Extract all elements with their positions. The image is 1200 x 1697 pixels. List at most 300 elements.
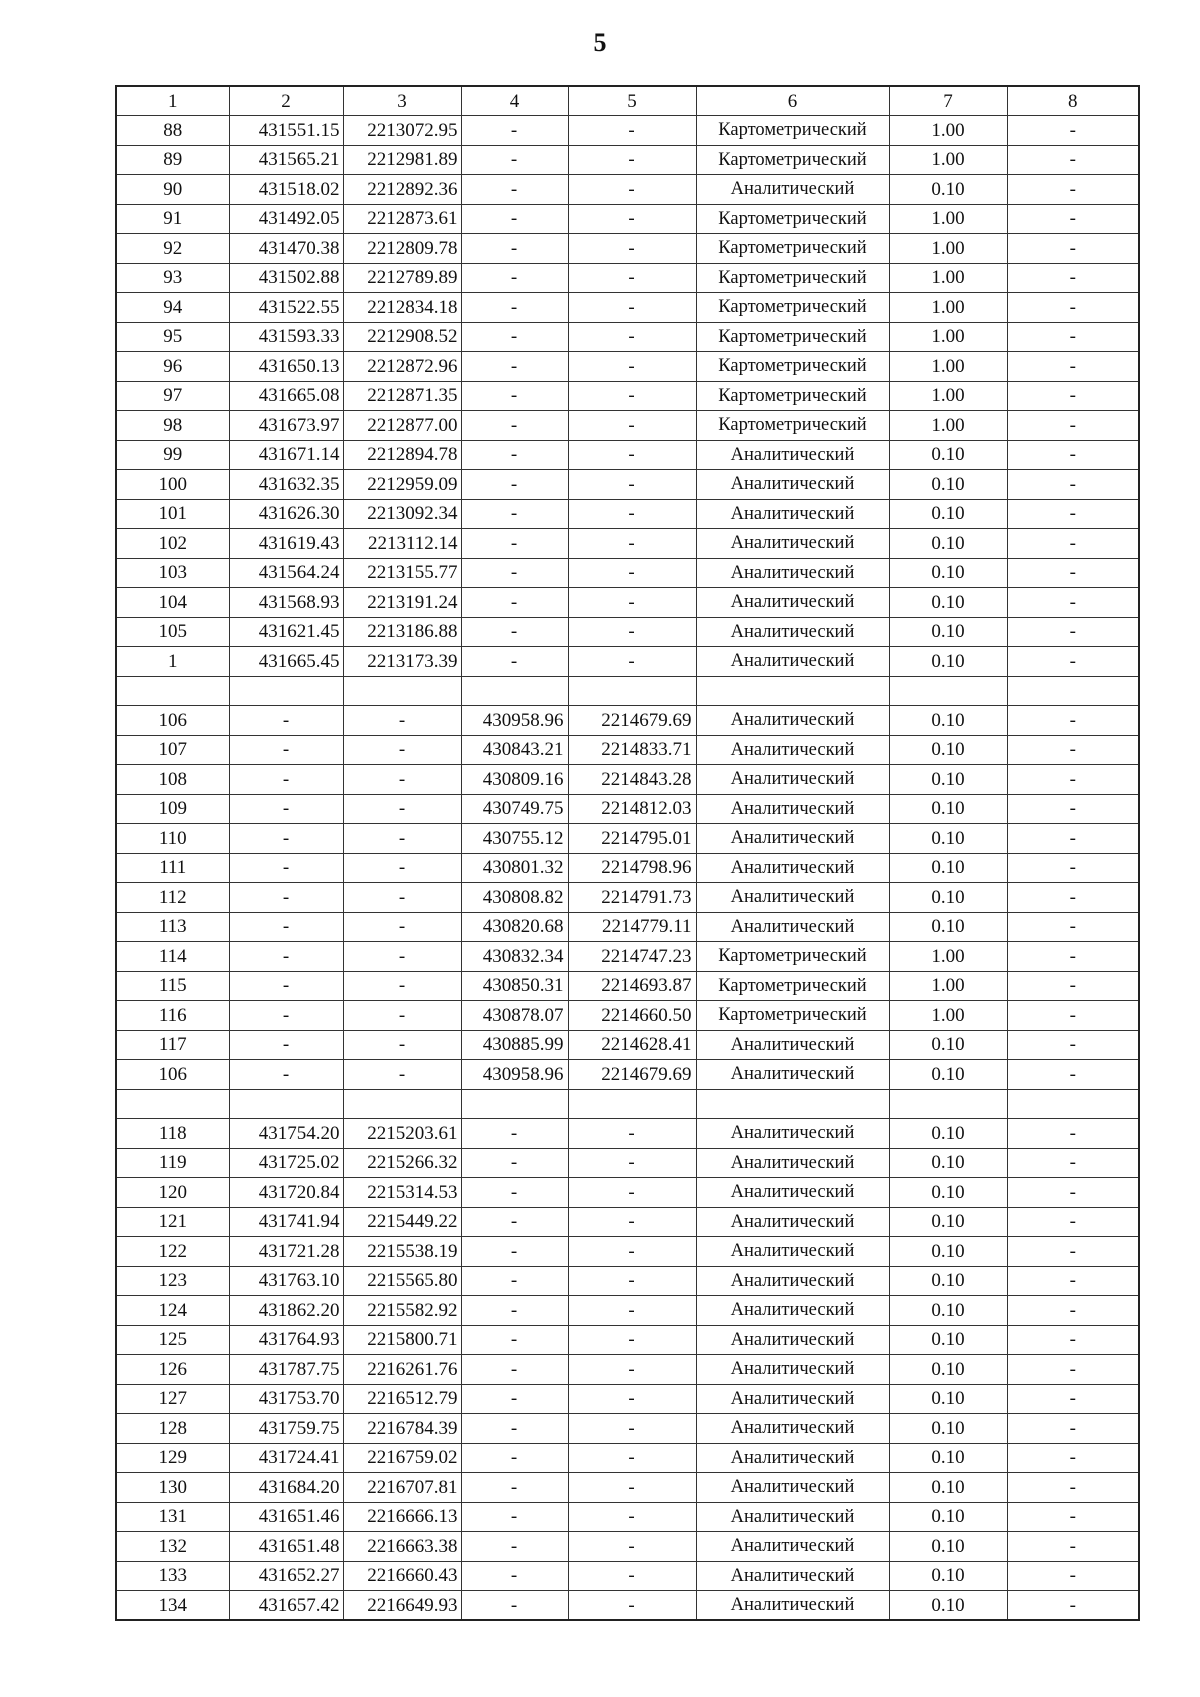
table-cell-col8: - <box>1007 1148 1139 1178</box>
table-cell-col8: - <box>1007 765 1139 795</box>
table-cell-col4: - <box>461 322 568 352</box>
table-cell-col8 <box>1007 1089 1139 1119</box>
table-row <box>116 352 1139 382</box>
table-cell-col7: 1.00 <box>889 204 1007 234</box>
table-cell-col4: - <box>461 1473 568 1503</box>
table-cell-col3: - <box>343 971 461 1001</box>
table-cell-col1: 89 <box>116 145 229 175</box>
table-cell-col4: - <box>461 145 568 175</box>
table-cell-col8: - <box>1007 352 1139 382</box>
table-cell-col3: 2212908.52 <box>343 322 461 352</box>
table-cell-col6: Аналитический <box>696 765 889 795</box>
table-cell-col2: 431564.24 <box>229 558 343 588</box>
table-cell-col7: 0.10 <box>889 824 1007 854</box>
table-cell-col5: - <box>568 1266 696 1296</box>
table-cell-col1: 115 <box>116 971 229 1001</box>
table-cell-col4: - <box>461 352 568 382</box>
table-cell-col8: - <box>1007 1266 1139 1296</box>
table-cell-col8: - <box>1007 175 1139 205</box>
table-cell-col2: 431651.46 <box>229 1502 343 1532</box>
table-row <box>116 1443 1139 1473</box>
table-cell-col3: 2216666.13 <box>343 1502 461 1532</box>
table-cell-col1: 98 <box>116 411 229 441</box>
table-cell-col6: Аналитический <box>696 470 889 500</box>
table-cell-col6: Аналитический <box>696 1532 889 1562</box>
table-cell-col5: 2214843.28 <box>568 765 696 795</box>
table-cell-col3: - <box>343 1060 461 1090</box>
table-cell-col7: 0.10 <box>889 617 1007 647</box>
table-cell-col6: Картометрический <box>696 352 889 382</box>
table-cell-col1: 131 <box>116 1502 229 1532</box>
table-cell-col7: 0.10 <box>889 499 1007 529</box>
table-cell-col5: 2214747.23 <box>568 942 696 972</box>
table-cell-col5: - <box>568 1178 696 1208</box>
table-cell-col6: Аналитический <box>696 1561 889 1591</box>
table-cell-col4: 430809.16 <box>461 765 568 795</box>
table-cell-col1: 91 <box>116 204 229 234</box>
table-cell-col1: 111 <box>116 853 229 883</box>
table-cell-col6: Аналитический <box>696 1207 889 1237</box>
table-cell-col1: 93 <box>116 263 229 293</box>
table-cell-col8: - <box>1007 440 1139 470</box>
table-cell-col8: - <box>1007 1473 1139 1503</box>
table-cell-col7: 0.10 <box>889 1473 1007 1503</box>
table-cell-col5: - <box>568 1414 696 1444</box>
table-cell-col6: Картометрический <box>696 204 889 234</box>
table-row <box>116 1237 1139 1267</box>
table-cell-col2: 431725.02 <box>229 1148 343 1178</box>
table-cell-col4: - <box>461 1237 568 1267</box>
table-row <box>116 1384 1139 1414</box>
table-cell-col5: - <box>568 381 696 411</box>
table-cell-col7: 0.10 <box>889 883 1007 913</box>
table-cell-col3: 2216660.43 <box>343 1561 461 1591</box>
table-cell-col1: 109 <box>116 794 229 824</box>
table-row <box>116 1030 1139 1060</box>
table-cell-col7: 1.00 <box>889 263 1007 293</box>
table-cell-col3: 2216707.81 <box>343 1473 461 1503</box>
table-cell-col1 <box>116 1089 229 1119</box>
table-cell-col3: 2215565.80 <box>343 1266 461 1296</box>
table-cell-col5: - <box>568 1325 696 1355</box>
table-cell-col6: Аналитический <box>696 175 889 205</box>
table-cell-col7: 0.10 <box>889 1060 1007 1090</box>
table-cell-col1: 101 <box>116 499 229 529</box>
table-cell-col7: 0.10 <box>889 1561 1007 1591</box>
table-cell-col5: - <box>568 322 696 352</box>
table-cell-col7 <box>889 1089 1007 1119</box>
table-cell-col5: - <box>568 1148 696 1178</box>
table-cell-col6: Аналитический <box>696 1355 889 1385</box>
table-cell-col3: - <box>343 706 461 736</box>
table-cell-col1: 103 <box>116 558 229 588</box>
table-cell-col3: 2215800.71 <box>343 1325 461 1355</box>
table-row <box>116 1414 1139 1444</box>
table-cell-col4: - <box>461 263 568 293</box>
table-cell-col1: 124 <box>116 1296 229 1326</box>
table-cell-col3: - <box>343 735 461 765</box>
table-cell-col8: - <box>1007 1207 1139 1237</box>
table-cell-col1: 122 <box>116 1237 229 1267</box>
table-cell-col2: 431720.84 <box>229 1178 343 1208</box>
table-cell-col3: 2215203.61 <box>343 1119 461 1149</box>
table-cell-col8: - <box>1007 588 1139 618</box>
table-cell-col4: - <box>461 1119 568 1149</box>
table-cell-col3: 2216261.76 <box>343 1355 461 1385</box>
table-cell-col6: Аналитический <box>696 1473 889 1503</box>
table-cell-col7: 0.10 <box>889 706 1007 736</box>
table-row <box>116 942 1139 972</box>
table-cell-col2: 431754.20 <box>229 1119 343 1149</box>
table-cell-col3: - <box>343 883 461 913</box>
table-cell-col4: - <box>461 1561 568 1591</box>
table-row <box>116 293 1139 323</box>
header-cell-col4: 4 <box>461 86 568 116</box>
table-cell-col3: 2212892.36 <box>343 175 461 205</box>
table-row <box>116 647 1139 677</box>
table-cell-col5: 2214812.03 <box>568 794 696 824</box>
table-row <box>116 765 1139 795</box>
table-cell-col7 <box>889 676 1007 706</box>
table-cell-col6: Аналитический <box>696 1119 889 1149</box>
table-cell-col8: - <box>1007 647 1139 677</box>
table-cell-col4: 430878.07 <box>461 1001 568 1031</box>
table-row <box>116 883 1139 913</box>
table-cell-col2: - <box>229 883 343 913</box>
table-cell-col7: 0.10 <box>889 529 1007 559</box>
table-cell-col7: 0.10 <box>889 1178 1007 1208</box>
table-row <box>116 1532 1139 1562</box>
table-cell-col6: Аналитический <box>696 529 889 559</box>
table-cell-col8: - <box>1007 293 1139 323</box>
table-row <box>116 1561 1139 1591</box>
table-cell-col4: - <box>461 293 568 323</box>
table-row <box>116 735 1139 765</box>
table-cell-col7: 0.10 <box>889 1119 1007 1149</box>
table-cell-col1: 120 <box>116 1178 229 1208</box>
table-cell-col5 <box>568 1089 696 1119</box>
table-cell-col1: 130 <box>116 1473 229 1503</box>
table-cell-col4: - <box>461 440 568 470</box>
table-cell-col7: 0.10 <box>889 588 1007 618</box>
table-cell-col2: 431518.02 <box>229 175 343 205</box>
table-cell-col5: - <box>568 1561 696 1591</box>
table-cell-col8: - <box>1007 263 1139 293</box>
table-cell-col3 <box>343 676 461 706</box>
table-row <box>116 1207 1139 1237</box>
table-row <box>116 411 1139 441</box>
table-cell-col4: - <box>461 116 568 146</box>
table-cell-col2: - <box>229 912 343 942</box>
table-cell-col2: 431862.20 <box>229 1296 343 1326</box>
table-cell-col4: - <box>461 1591 568 1621</box>
table-cell-col8: - <box>1007 1561 1139 1591</box>
table-cell-col3: 2213155.77 <box>343 558 461 588</box>
table-cell-col5: 2214628.41 <box>568 1030 696 1060</box>
table-cell-col4: - <box>461 1266 568 1296</box>
table-cell-col7: 0.10 <box>889 1325 1007 1355</box>
table-cell-col4: - <box>461 1502 568 1532</box>
table-cell-col7: 0.10 <box>889 1502 1007 1532</box>
table-cell-col4: - <box>461 1532 568 1562</box>
table-cell-col2: 431593.33 <box>229 322 343 352</box>
table-cell-col5: - <box>568 263 696 293</box>
table-row <box>116 381 1139 411</box>
table-cell-col4: - <box>461 381 568 411</box>
table-cell-col2: - <box>229 824 343 854</box>
table-cell-col2: 431764.93 <box>229 1325 343 1355</box>
table-cell-col2: - <box>229 794 343 824</box>
table-cell-col3: 2216512.79 <box>343 1384 461 1414</box>
table-cell-col1: 127 <box>116 1384 229 1414</box>
table-cell-col5: - <box>568 1591 696 1621</box>
table-cell-col7: 1.00 <box>889 145 1007 175</box>
table-cell-col5 <box>568 676 696 706</box>
table-cell-col2: - <box>229 706 343 736</box>
table-cell-col8: - <box>1007 1237 1139 1267</box>
table-row <box>116 853 1139 883</box>
table-cell-col6: Картометрический <box>696 971 889 1001</box>
table-cell-col7: 0.10 <box>889 1207 1007 1237</box>
table-cell-col2: - <box>229 942 343 972</box>
table-cell-col1: 99 <box>116 440 229 470</box>
table-cell-col7: 1.00 <box>889 942 1007 972</box>
table-cell-col7: 0.10 <box>889 175 1007 205</box>
table-cell-col6: Аналитический <box>696 1148 889 1178</box>
table-cell-col1: 100 <box>116 470 229 500</box>
table-cell-col6: Аналитический <box>696 853 889 883</box>
table-cell-col6: Аналитический <box>696 1060 889 1090</box>
table-cell-col6: Картометрический <box>696 234 889 264</box>
table-cell-col2: 431753.70 <box>229 1384 343 1414</box>
table-cell-col6: Аналитический <box>696 1030 889 1060</box>
header-cell-col1: 1 <box>116 86 229 116</box>
table-cell-col5: - <box>568 1532 696 1562</box>
table-cell-col4: - <box>461 1178 568 1208</box>
table-cell-col4: 430749.75 <box>461 794 568 824</box>
table-cell-col7: 0.10 <box>889 1355 1007 1385</box>
table-cell-col4: - <box>461 558 568 588</box>
table-cell-col6: Аналитический <box>696 588 889 618</box>
table-cell-col4: - <box>461 1414 568 1444</box>
table-cell-col7: 0.10 <box>889 1148 1007 1178</box>
table-row <box>116 706 1139 736</box>
table-cell-col2: 431741.94 <box>229 1207 343 1237</box>
table-cell-col3: - <box>343 824 461 854</box>
table-row <box>116 263 1139 293</box>
table-cell-col3: 2215266.32 <box>343 1148 461 1178</box>
table-cell-col5: - <box>568 1443 696 1473</box>
table-cell-col2 <box>229 1089 343 1119</box>
table-cell-col6 <box>696 1089 889 1119</box>
table-cell-col4: - <box>461 1384 568 1414</box>
table-cell-col8 <box>1007 676 1139 706</box>
table-cell-col2: - <box>229 1001 343 1031</box>
table-cell-col7: 1.00 <box>889 411 1007 441</box>
page-number: 5 <box>593 28 607 57</box>
table-cell-col6: Аналитический <box>696 735 889 765</box>
table-cell-col1: 129 <box>116 1443 229 1473</box>
table-cell-col8: - <box>1007 1532 1139 1562</box>
table-cell-col7: 0.10 <box>889 1414 1007 1444</box>
table-cell-col7: 0.10 <box>889 1237 1007 1267</box>
table-cell-col7: 0.10 <box>889 558 1007 588</box>
table-cell-col4: 430820.68 <box>461 912 568 942</box>
table-cell-col1: 121 <box>116 1207 229 1237</box>
table-cell-col1: 97 <box>116 381 229 411</box>
table-cell-col7: 0.10 <box>889 470 1007 500</box>
table-cell-col5: - <box>568 1296 696 1326</box>
table-cell-col7: 0.10 <box>889 853 1007 883</box>
table-cell-col2: 431522.55 <box>229 293 343 323</box>
table-cell-col6: Картометрический <box>696 1001 889 1031</box>
table-cell-col1: 102 <box>116 529 229 559</box>
table-cell-col4: 430808.82 <box>461 883 568 913</box>
table-cell-col1: 132 <box>116 1532 229 1562</box>
table-cell-col6: Аналитический <box>696 499 889 529</box>
table-cell-col8: - <box>1007 1119 1139 1149</box>
table-cell-col2: 431671.14 <box>229 440 343 470</box>
table-cell-col5: - <box>568 204 696 234</box>
table-row <box>116 1178 1139 1208</box>
table-cell-col2: 431568.93 <box>229 588 343 618</box>
table-cell-col1: 117 <box>116 1030 229 1060</box>
table-cell-col2: 431619.43 <box>229 529 343 559</box>
table-cell-col6: Аналитический <box>696 1591 889 1621</box>
table-cell-col5: 2214660.50 <box>568 1001 696 1031</box>
table-cell-col6: Аналитический <box>696 883 889 913</box>
table-cell-col6: Аналитический <box>696 824 889 854</box>
table-cell-col8: - <box>1007 322 1139 352</box>
table-cell-col2: 431763.10 <box>229 1266 343 1296</box>
table-cell-col3: - <box>343 1001 461 1031</box>
table-row <box>116 529 1139 559</box>
table-row <box>116 145 1139 175</box>
table-cell-col5: - <box>568 175 696 205</box>
table-cell-col2: 431470.38 <box>229 234 343 264</box>
table-cell-col7: 1.00 <box>889 293 1007 323</box>
table-cell-col1: 106 <box>116 1060 229 1090</box>
table-cell-col1: 107 <box>116 735 229 765</box>
table-cell-col4: - <box>461 617 568 647</box>
table-cell-col6: Аналитический <box>696 1266 889 1296</box>
table-cell-col8: - <box>1007 1296 1139 1326</box>
table-cell-col6: Картометрический <box>696 145 889 175</box>
table-cell-col5: - <box>568 470 696 500</box>
table-cell-col8: - <box>1007 204 1139 234</box>
table-cell-col1: 133 <box>116 1561 229 1591</box>
table-cell-col1: 118 <box>116 1119 229 1149</box>
table-body <box>116 116 1139 1621</box>
table-cell-col4: - <box>461 234 568 264</box>
table-cell-col7: 0.10 <box>889 912 1007 942</box>
table-cell-col6: Картометрический <box>696 293 889 323</box>
table-cell-col3: 2212877.00 <box>343 411 461 441</box>
table-cell-col3: 2216663.38 <box>343 1532 461 1562</box>
table-row <box>116 1060 1139 1090</box>
table-cell-col2: 431626.30 <box>229 499 343 529</box>
table-cell-col5: - <box>568 558 696 588</box>
table-cell-col4: 430958.96 <box>461 1060 568 1090</box>
table-cell-col6: Аналитический <box>696 1237 889 1267</box>
table-cell-col3: 2213092.34 <box>343 499 461 529</box>
table-cell-col3: 2213112.14 <box>343 529 461 559</box>
table-cell-col6: Аналитический <box>696 794 889 824</box>
table-cell-col4: - <box>461 175 568 205</box>
table-cell-col3: 2212789.89 <box>343 263 461 293</box>
table-row <box>116 322 1139 352</box>
table-cell-col4: - <box>461 1355 568 1385</box>
table-cell-col5: 2214779.11 <box>568 912 696 942</box>
table-cell-col1: 88 <box>116 116 229 146</box>
table-cell-col4: 430885.99 <box>461 1030 568 1060</box>
coordinates-table <box>115 85 1140 1621</box>
table-cell-col7: 0.10 <box>889 440 1007 470</box>
table-cell-col7: 0.10 <box>889 794 1007 824</box>
table-cell-col6: Аналитический <box>696 617 889 647</box>
table-row <box>116 1325 1139 1355</box>
table-cell-col3: 2215449.22 <box>343 1207 461 1237</box>
table-row <box>116 971 1139 1001</box>
table-cell-col4: - <box>461 529 568 559</box>
table-row <box>116 558 1139 588</box>
table-cell-col3: - <box>343 765 461 795</box>
table-cell-col5: - <box>568 617 696 647</box>
table-cell-col1 <box>116 676 229 706</box>
table-cell-col1: 96 <box>116 352 229 382</box>
table-cell-col8: - <box>1007 735 1139 765</box>
table-cell-col2: 431665.08 <box>229 381 343 411</box>
table-cell-col1: 1 <box>116 647 229 677</box>
table-cell-col6: Аналитический <box>696 1325 889 1355</box>
table-cell-col5: - <box>568 1119 696 1149</box>
table-cell-col1: 128 <box>116 1414 229 1444</box>
table-cell-col8: - <box>1007 794 1139 824</box>
table-cell-col7: 1.00 <box>889 352 1007 382</box>
table-cell-col1: 123 <box>116 1266 229 1296</box>
table-cell-col6: Аналитический <box>696 912 889 942</box>
table-cell-col5: 2214795.01 <box>568 824 696 854</box>
table-cell-col3: - <box>343 853 461 883</box>
table-cell-col2: 431551.15 <box>229 116 343 146</box>
table-cell-col8: - <box>1007 1325 1139 1355</box>
table-header <box>116 86 1139 116</box>
table-cell-col8: - <box>1007 529 1139 559</box>
table-row <box>116 1296 1139 1326</box>
table-cell-col5: - <box>568 1473 696 1503</box>
table-cell-col4: - <box>461 588 568 618</box>
table-cell-col6: Аналитический <box>696 1178 889 1208</box>
table-cell-col4: - <box>461 499 568 529</box>
table-row <box>116 175 1139 205</box>
table-cell-col7: 1.00 <box>889 116 1007 146</box>
table-cell-col5: - <box>568 588 696 618</box>
table-cell-col6: Аналитический <box>696 1384 889 1414</box>
table-cell-col8: - <box>1007 971 1139 1001</box>
table-cell-col8: - <box>1007 1001 1139 1031</box>
table-cell-col8: - <box>1007 883 1139 913</box>
table-cell-col7: 0.10 <box>889 1532 1007 1562</box>
table-cell-col4: - <box>461 1207 568 1237</box>
table-cell-col7: 1.00 <box>889 322 1007 352</box>
table-cell-col1: 105 <box>116 617 229 647</box>
table-cell-col7: 0.10 <box>889 765 1007 795</box>
table-row <box>116 1473 1139 1503</box>
table-cell-col5: - <box>568 499 696 529</box>
table-cell-col6 <box>696 676 889 706</box>
header-cell-col2: 2 <box>229 86 343 116</box>
table-cell-col6: Картометрический <box>696 116 889 146</box>
